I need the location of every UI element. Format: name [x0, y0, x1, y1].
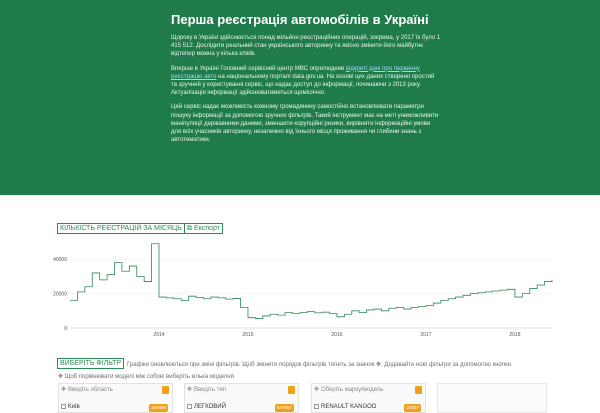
checkbox[interactable]	[314, 404, 319, 409]
intro-paragraph: Щороку в Україні здійснюється понад мільйон реєстраційних операцій, зокрема, у 2017 їх було 1 415 512. Дослідити реальний стан українського авторинку та якісно змінити його майбутнє відтепер можна у кілька кліків.	[171, 35, 441, 58]
move-icon[interactable]: ✥	[187, 387, 193, 393]
checkbox[interactable]	[61, 404, 66, 409]
source-paragraph	[171, 65, 441, 98]
filter-type[interactable]	[184, 383, 299, 413]
move-icon[interactable]: ✥	[61, 387, 67, 393]
chart-y-ticks	[53, 257, 67, 332]
trash-icon[interactable]	[288, 386, 295, 394]
open-data-link[interactable]: відкриті дані про первинну реєстрацію авто	[171, 65, 420, 80]
registrations-line	[70, 244, 552, 319]
filter-section-title: ВИБЕРІТЬ ФІЛЬТР	[57, 358, 124, 369]
hero-content	[171, 12, 441, 150]
page-title: Перша реєстрація автомобілів в Україні	[171, 12, 429, 27]
filter-region[interactable]	[58, 383, 173, 413]
filter-region-option[interactable]	[61, 404, 170, 413]
checkbox[interactable]	[187, 404, 192, 409]
filter-type-header	[187, 386, 226, 393]
hero-section	[0, 0, 600, 195]
export-button[interactable]	[184, 223, 223, 234]
x-tick-label: 2018	[509, 332, 521, 338]
filter-region-header	[61, 386, 113, 393]
option-label: ЛЕГКОВИЙ	[194, 404, 226, 410]
trash-icon[interactable]	[415, 386, 422, 394]
filter-model[interactable]	[311, 383, 426, 413]
filter-note: Графіки оновлюються при зміні фільтрів. Щоб змінити порядок фільтрів тягніть за значок ✥. Додавайте нові фільтри за допомогою кнопки	[127, 362, 512, 368]
count-badge: 20257	[406, 405, 419, 410]
x-tick-label: 2015	[242, 332, 254, 338]
y-tick-label: 20000	[53, 291, 67, 298]
chart-x-ticks	[153, 332, 520, 338]
count-badge: 164898	[150, 405, 166, 410]
chart-grid	[70, 259, 552, 328]
filter-placeholder-panel	[437, 383, 547, 413]
purpose-paragraph: Цей сервіс надає можливість кожному громадянину самостійно встановлювати параметри пошуку інформації за допомогою зручних фільтрів. Такий інструмент має на меті унеможливити маніпуляції державними даними, зменшити корупційні ризики, вирівняти інформаційні умови для всіх учасників авторинку, незалежно від їхнього місця проживання чи глибини знань з автотематики.	[171, 104, 439, 144]
export-icon: ⧉	[187, 225, 192, 232]
trash-icon[interactable]	[162, 386, 169, 394]
chart-section-title: КІЛЬКІСТЬ РЕЄСТРАЦІЙ ЗА МІСЯЦЬ	[57, 223, 185, 234]
y-tick-label: 40000	[53, 257, 67, 264]
export-label: Експорт	[193, 225, 220, 232]
x-tick-label: 2017	[420, 332, 432, 338]
x-tick-label: 2016	[331, 332, 343, 338]
filter-type-option[interactable]	[187, 404, 296, 413]
filter-model-option[interactable]	[314, 404, 423, 413]
option-label: RENAULT KANGOO	[321, 404, 377, 410]
move-icon[interactable]: ✥	[314, 387, 320, 393]
filter-region-placeholder[interactable]: Введіть область	[68, 387, 113, 393]
source-text-after: на національному порталі data.gov.ua. На основі цих даних створено простий та зручний у користуванні сервіс, що надає доступ до інформації, починаючи з 2013 року. Актуалізація інформації здійснюватиметься щомісячно.	[171, 73, 435, 97]
filter-model-placeholder[interactable]: Оберіть марку/модель	[321, 387, 384, 393]
filter-model-header	[314, 386, 383, 393]
y-tick-label: 0	[64, 326, 67, 332]
source-text-before: Вперше в Україні Головний сервісний центр МВС оприлюднив	[171, 65, 346, 72]
filter-type-placeholder[interactable]: Введіть тип	[194, 387, 227, 393]
filter-note-compare: ✥ Щоб порівнювати моделі між собою виберіть кілька моделей	[58, 374, 235, 380]
option-label: Київ	[68, 404, 80, 410]
count-badge: 647657	[276, 405, 292, 410]
x-tick-label: 2014	[153, 332, 165, 338]
registrations-chart[interactable]	[46, 236, 556, 341]
